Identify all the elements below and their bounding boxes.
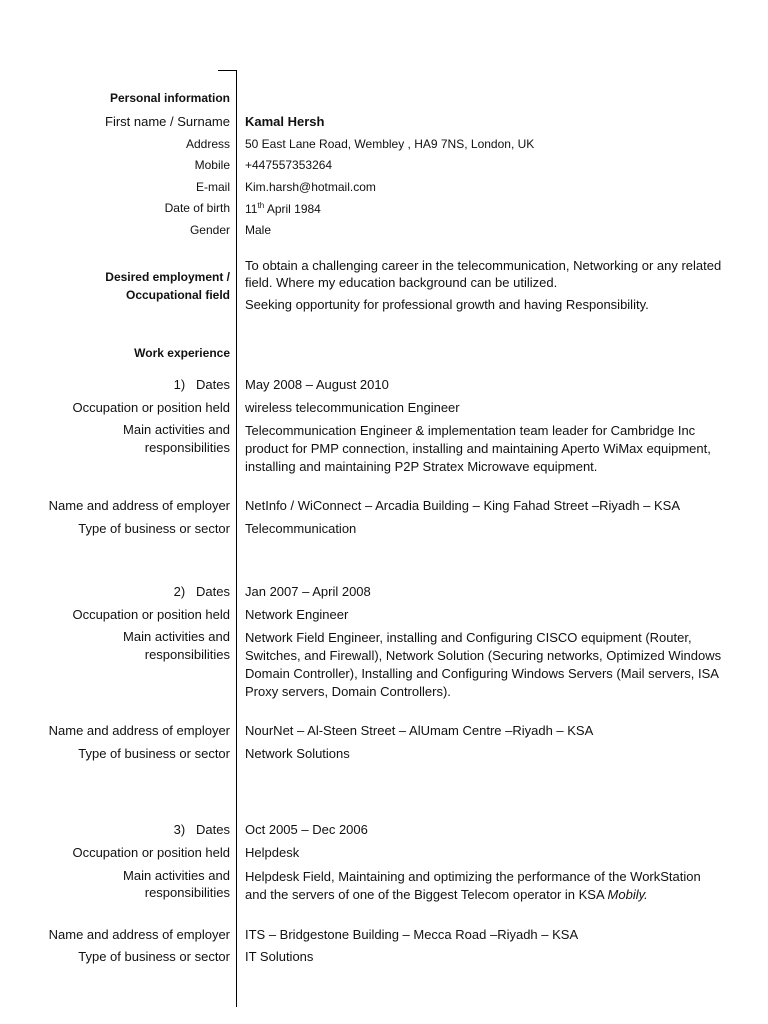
job1-sector: Telecommunication xyxy=(245,521,357,536)
work-experience-heading: Work experience xyxy=(134,346,230,360)
job3-sector-label: Type of business or sector xyxy=(78,949,230,964)
job2-dates-label: 2) Dates xyxy=(173,584,230,599)
header-tick xyxy=(218,70,237,71)
job1-occupation: wireless telecommunication Engineer xyxy=(245,400,460,415)
job3-employer: ITS – Bridgestone Building – Mecca Road –Riyadh – KSA xyxy=(245,927,579,942)
desired-employment-heading-2: Occupational field xyxy=(125,288,230,302)
job1-occupation-label: Occupation or position held xyxy=(72,400,230,415)
job1-activities-label-2: responsibilities xyxy=(144,440,230,455)
job3-dates: Oct 2005 – Dec 2006 xyxy=(245,822,368,837)
personal-info-heading: Personal information xyxy=(109,91,230,105)
gender-value: Male xyxy=(245,223,272,237)
job2-activities: Network Field Engineer, installing and Configuring CISCO equipment (Router, Switches, and Firewall), Network Solution (Securing networks, Optimized Windows Domain Controller), Installing and Configuring Windows Servers (Mail servers, ISA Proxy servers, Domain Controllers). xyxy=(245,630,722,699)
job1-dates-label: 1) Dates xyxy=(173,377,230,392)
dob-label: Date of birth xyxy=(164,201,230,215)
dob-day: 11 xyxy=(245,202,258,216)
seeking-text: Seeking opportunity for professional growth and having Responsibility. xyxy=(245,297,649,312)
full-name: Kamal Hersh xyxy=(245,114,325,129)
address-value: 50 East Lane Road, Wembley , HA9 7NS, London, UK xyxy=(245,137,535,151)
job3-activities-text: Helpdesk Field, Maintaining and optimizing the performance of the WorkStation and the servers of one of the Biggest Telecom operator in KSA xyxy=(245,869,701,902)
job2-occupation-label: Occupation or position held xyxy=(72,607,230,622)
gender-label: Gender xyxy=(189,223,230,237)
job2-activities-label-2: responsibilities xyxy=(144,647,230,662)
job3-activities-company: Mobily. xyxy=(607,887,648,902)
mobile-label: Mobile xyxy=(194,158,230,172)
job2-employer-label: Name and address of employer xyxy=(48,723,230,738)
dob-suffix: th xyxy=(257,201,265,210)
job1-employer: NetInfo / WiConnect – Arcadia Building – King Fahad Street –Riyadh – KSA xyxy=(245,498,681,513)
job2-dates: Jan 2007 – April 2008 xyxy=(245,584,371,599)
address-label: Address xyxy=(185,137,230,151)
job2-activities-label-1: Main activities and xyxy=(123,629,230,644)
job2-sector: Network Solutions xyxy=(245,746,350,761)
email-label: E-mail xyxy=(195,180,230,194)
job1-activities: Telecommunication Engineer & implementation team leader for Cambridge Inc product for PMP connection, installing and maintaining Aperto WiMax equipment, installing and maintaining P2P Stratex Microwave equipment. xyxy=(245,423,711,474)
dob-month-year: April 1984 xyxy=(264,202,321,216)
job2-sector-label: Type of business or sector xyxy=(78,746,230,761)
job3-activities xyxy=(245,868,725,904)
dob-value xyxy=(245,201,321,216)
job3-sector: IT Solutions xyxy=(245,949,314,964)
job3-employer-label: Name and address of employer xyxy=(48,927,230,942)
job3-occupation: Helpdesk xyxy=(245,845,300,860)
job3-activities-label-2: responsibilities xyxy=(144,885,230,900)
job1-employer-label: Name and address of employer xyxy=(48,498,230,513)
job1-activities-label-1: Main activities and xyxy=(123,422,230,437)
first-name-label: First name / Surname xyxy=(105,114,230,129)
desired-employment-heading-1: Desired employment / xyxy=(105,270,230,284)
email-value: Kim.harsh@hotmail.com xyxy=(245,180,376,194)
job1-sector-label: Type of business or sector xyxy=(78,521,230,536)
objective-text: To obtain a challenging career in the telecommunication, Networking or any related field. Where my education background can be utilized. xyxy=(245,258,722,290)
job2-occupation: Network Engineer xyxy=(245,607,349,622)
mobile-value: +447557353264 xyxy=(245,158,333,172)
job1-dates: May 2008 – August 2010 xyxy=(245,377,389,392)
job3-activities-label-1: Main activities and xyxy=(123,868,230,883)
job2-employer: NourNet – Al-Steen Street – AlUmam Centre –Riyadh – KSA xyxy=(245,723,594,738)
job3-dates-label: 3) Dates xyxy=(173,822,230,837)
column-divider xyxy=(236,70,237,1007)
job3-occupation-label: Occupation or position held xyxy=(72,845,230,860)
